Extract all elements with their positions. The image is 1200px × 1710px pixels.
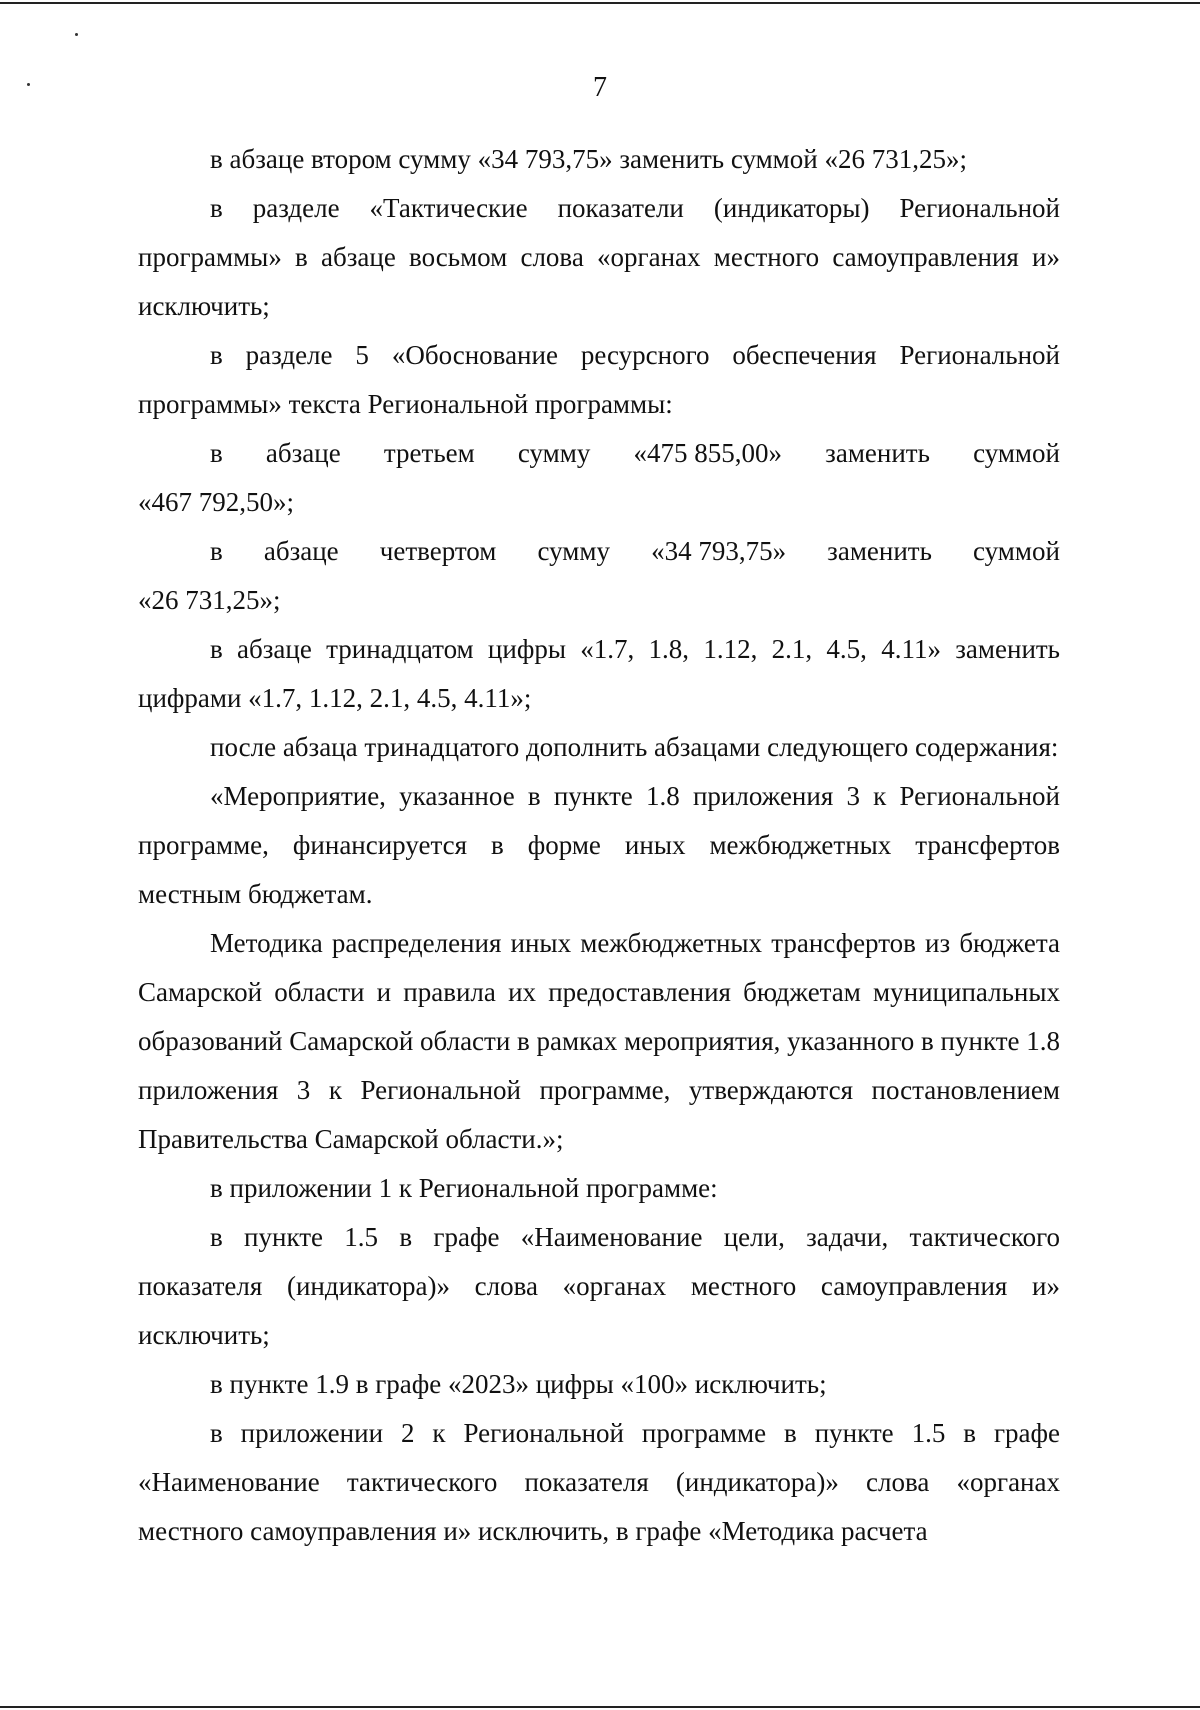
paragraph-5 <box>138 527 1060 625</box>
paragraph-5-tail: «26 731,25»; <box>138 585 281 615</box>
paragraph-4-first-line <box>138 429 1060 478</box>
word: третьем <box>383 438 475 468</box>
paragraph-7: после абзаца тринадцатого дополнить абзацами следующего содержания: <box>210 732 1059 762</box>
word: сумму <box>517 438 591 468</box>
word: абзаце <box>263 536 339 566</box>
paragraph-4-tail: «467 792,50»; <box>138 487 295 517</box>
word: «34 793,75» <box>651 536 787 566</box>
paragraph-5-first-line <box>138 527 1060 576</box>
bottom-border-line <box>0 1706 1200 1708</box>
word: четвертом <box>379 536 497 566</box>
word: заменить <box>827 536 932 566</box>
paragraph-1: в абзаце втором сумму «34 793,75» заменить суммой «26 731,25»; <box>210 144 967 174</box>
document-body <box>138 135 1060 1556</box>
paragraph-6: в абзаце тринадцатом цифры «1.7, 1.8, 1.12, 2.1, 4.5, 4.11» заменить цифрами «1.7, 1.12, 2.1, 4.5, 4.11»; <box>138 634 1060 713</box>
paragraph-10: в приложении 1 к Региональной программе: <box>210 1173 718 1203</box>
word: заменить <box>825 438 930 468</box>
scan-speck <box>75 33 78 36</box>
paragraph-8: «Мероприятие, указанное в пункте 1.8 приложения 3 к Региональной программе, финансируется в форме иных межбюджетных трансфертов местным бюджетам. <box>138 781 1060 909</box>
word: в <box>210 536 223 566</box>
word: абзаце <box>265 438 341 468</box>
word: «475 855,00» <box>633 438 782 468</box>
word: суммой <box>973 536 1060 566</box>
paragraph-3: в разделе 5 «Обоснование ресурсного обеспечения Региональной программы» текста Региональной программы: <box>138 340 1060 419</box>
word: в <box>210 438 223 468</box>
paragraph-9: Методика распределения иных межбюджетных трансфертов из бюджета Самарской области и правила их предоставления бюджетам муниципальных образований Самарской области в рамках мероприятия, указанного в пункте 1.8 приложения 3 к Региональной программе, утверждаются постановлением Правительства Самарской области.»; <box>138 928 1060 1154</box>
paragraph-2: в разделе «Тактические показатели (индикаторы) Региональной программы» в абзаце восьмом слова «органах местного самоуправления и» исключить; <box>138 193 1060 321</box>
word: суммой <box>973 438 1060 468</box>
paragraph-11: в пункте 1.5 в графе «Наименование цели, задачи, тактического показателя (индикатора)» слова «органах местного самоуправления и» исключить; <box>138 1222 1060 1350</box>
paragraph-13: в приложении 2 к Региональной программе в пункте 1.5 в графе «Наименование тактического показателя (индикатора)» слова «органах местного самоуправления и» исключить, в графе «Методика расчета <box>138 1418 1060 1546</box>
paragraph-4 <box>138 429 1060 527</box>
page-number: 7 <box>593 72 607 103</box>
top-border-line <box>0 2 1200 4</box>
word: сумму <box>537 536 610 566</box>
paragraph-12: в пункте 1.9 в графе «2023» цифры «100» исключить; <box>210 1369 827 1399</box>
